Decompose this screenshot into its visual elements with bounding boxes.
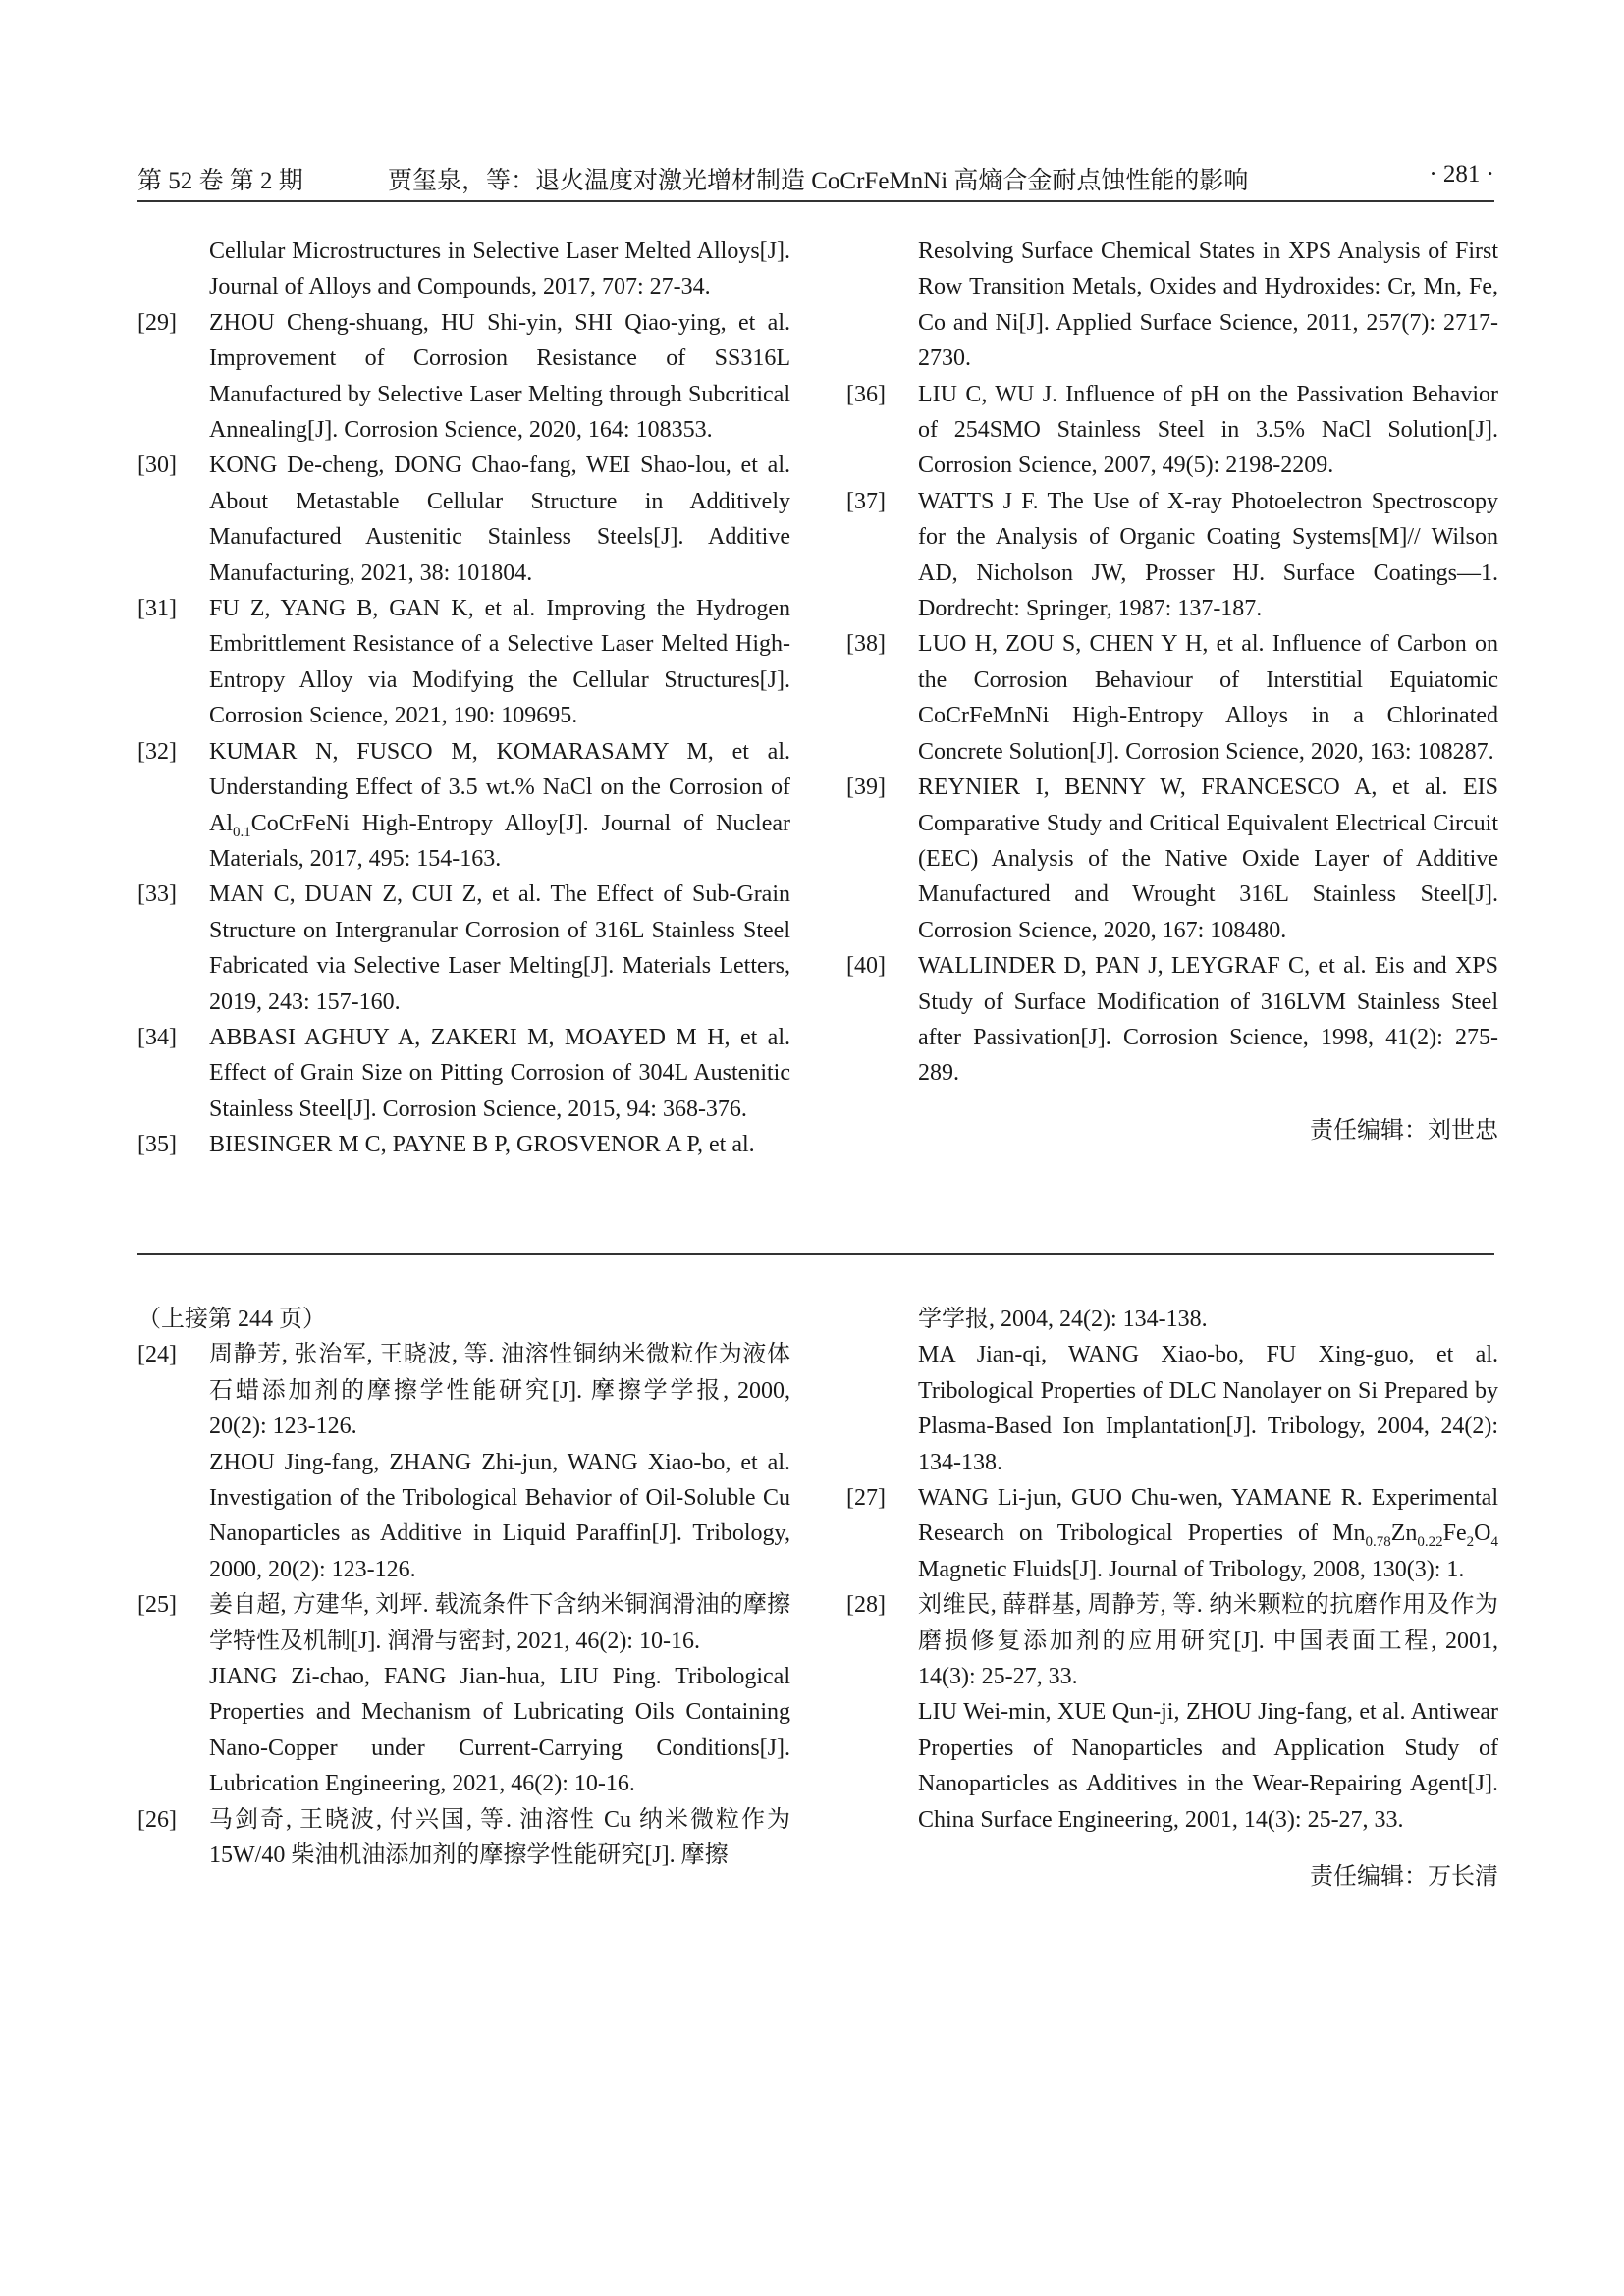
reference-number: [34] [137,1024,177,1050]
volume-issue: 第 52 卷 第 2 期 [137,168,303,194]
reference-number: [39] [846,774,886,801]
formula-part: Fe [1442,1521,1467,1547]
reference-item [846,626,1498,770]
reference-text: REYNIER I, BENNY W, FRANCESCO A, et al. EIS Comparative Study and Critical Equivalent Electrical Circuit (EEC) Analysis of the Native Oxide Layer of Additive Manufactured and Wrought 316L Stainless Steel[J]. Corrosion Science, 2020, 167: 108480. [918,774,1498,943]
bottom-left-column [137,1302,790,1874]
reference-item [137,305,790,449]
reference-item [137,591,790,734]
reference-item [846,377,1498,484]
article-title: 贾玺泉，等：退火温度对激光增材制造 CoCrFeMnNi 高熵合金耐点蚀性能的影响 [388,168,1249,194]
reference-text: LUO H, ZOU S, CHEN Y H, et al. Influence of Carbon on the Corrosion Behaviour of Interstitial Equiatomic CoCrFeMnNi High-Entropy Alloys in a Chlorinated Concrete Solution[J]. Corrosion Science, 2020, 163: 108287. [918,631,1498,765]
reference-continuation: 学学报, 2004, 24(2): 134-138. [918,1307,1208,1332]
reference-item [137,1587,790,1659]
reference-english: ZHOU Jing-fang, ZHANG Zhi-jun, WANG Xiao-bo, et al. Investigation of the Tribological Behavior of Oil-Soluble Cu Nanoparticles as Additive in Liquid Paraffin[J]. Tribology, 2000, 20(2): 123-126. [209,1449,790,1582]
reference-text: ABBASI AGHUY A, ZAKERI M, MOAYED M H, et al. Effect of Grain Size on Pitting Corrosion of 304L Austenitic Stainless Steel[J]. Corrosion Science, 2015, 94: 368-376. [209,1024,790,1122]
reference-number: [30] [137,453,177,479]
reference-item [846,770,1498,948]
reference-english: JIANG Zi-chao, FANG Jian-hua, LIU Ping. Tribological Properties and Mechanism of Lubricating Oils Containing Nano-Copper under Current-Carrying Conditions[J]. Lubrication Engineering, 2021, 46(2): 10-16. [209,1664,790,1797]
reference-item [137,1802,790,1874]
reference-item [846,1480,1498,1587]
reference-text: 姜自超, 方建华, 刘坪. 载流条件下含纳米铜润滑油的摩擦学特性及机制[J]. 润滑与密封, 2021, 46(2): 10-16. [209,1592,790,1654]
reference-item [137,877,790,1020]
reference-number: [35] [137,1132,177,1158]
reference-text: FU Z, YANG B, GAN K, et al. Improving the Hydrogen Embrittlement Resistance of a Selective Laser Melted High-Entropy Alloy via Modifying the Cellular Structures[J]. Corrosion Science, 2021, 190: 109695. [209,596,790,729]
reference-continuation: Cellular Microstructures in Selective Laser Melted Alloys[J]. Journal of Alloys and Compounds, 2017, 707: 27-34. [209,239,790,300]
reference-number: [26] [137,1806,177,1833]
reference-english: LIU Wei-min, XUE Qun-ji, ZHOU Jing-fang, et al. Antiwear Properties of Nanoparticles and Application Study of Nanoparticles as Additives in the Wear-Repairing Agent[J]. China Surface Engineering, 2001, 14(3): 25-27, 33. [918,1699,1498,1833]
reference-item [846,484,1498,627]
reference-text: KONG De-cheng, DONG Chao-fang, WEI Shao-lou, et al. About Metastable Cellular Structure in Additively Manufactured Austenitic Stainless Steels[J]. Additive Manufacturing, 2021, 38: 101804. [209,453,790,586]
reference-text: CoCrFeNi High-Entropy Alloy[J]. Journal of Nuclear Materials, 2017, 495: 154-163. [209,810,790,872]
reference-number: [32] [137,738,177,765]
subscript: 4 [1490,1534,1498,1551]
reference-item [137,1127,790,1162]
reference-text: WATTS J F. The Use of X-ray Photoelectron Spectroscopy for the Analysis of Organic Coating Systems[M]// Wilson AD, Nicholson JW, Prosser HJ. Surface Coatings—1. Dordrecht: Springer, 1987: 137-187. [918,488,1498,622]
reference-number: [25] [137,1592,177,1619]
reference-number: [33] [137,881,177,908]
reference-text: BIESINGER M C, PAYNE B P, GROSVENOR A P, et al. [209,1132,755,1158]
reference-number: [38] [846,631,886,658]
reference-continuation: Resolving Surface Chemical States in XPS Analysis of First Row Transition Metals, Oxides and Hydroxides: Cr, Mn, Fe, Co and Ni[J]. Applied Surface Science, 2011, 257(7): 2717-2730. [918,239,1498,372]
reference-text: WANG Li-jun, GUO Chu-wen, YAMANE R. Experimental Research on Tribological Properties of Mn [918,1485,1498,1547]
page-number: · 281 · [1429,161,1494,187]
reference-text: 周静芳, 张治军, 王晓波, 等. 油溶性铜纳米微粒作为液体石蜡添加剂的摩擦学性能研究[J]. 摩擦学学报, 2000, 20(2): 123-126. [209,1342,790,1440]
formula-part: Zn [1390,1521,1418,1547]
reference-item [137,734,790,878]
reference-text: WALLINDER D, PAN J, LEYGRAF C, et al. Eis and XPS Study of Surface Modification of 316LVM Stainless Steel after Passivation[J]. Corrosion Science, 1998, 41(2): 275-289. [918,953,1498,1087]
reference-item [137,1337,790,1444]
running-header [137,153,1494,198]
reference-number: [36] [846,381,886,407]
reference-text: Magnetic Fluids[J]. Journal of Tribology, 2008, 130(3): 1. [918,1556,1465,1582]
reference-number: [24] [137,1342,177,1368]
subscript: 0.78 [1365,1534,1391,1551]
reference-number: [31] [137,596,177,622]
continued-from-note: （上接第 244 页） [137,1307,326,1332]
reference-item [137,1020,790,1127]
subscript: 0.1 [233,824,251,840]
subscript: 0.22 [1417,1534,1443,1551]
reference-number: [40] [846,953,886,980]
subscript: 2 [1466,1534,1475,1551]
top-right-column [846,234,1498,1148]
reference-number: [37] [846,488,886,514]
reference-text: LIU C, WU J. Influence of pH on the Passivation Behavior of 254SMO Stainless Steel in 3.5% NaCl Solution[J]. Corrosion Science, 2007, 49(5): 2198-2209. [918,381,1498,479]
reference-number: [29] [137,309,177,336]
reference-text: KUMAR N, FUSCO M, KOMARASAMY M, et al. Understanding Effect of 3.5 wt.% NaCl on the Corrosion of Al [209,738,790,836]
responsible-editor: 责任编辑：万长清 [1310,1864,1498,1891]
reference-item [846,948,1498,1092]
reference-text: 刘维民, 薛群基, 周静芳, 等. 纳米颗粒的抗磨作用及作为磨损修复添加剂的应用研究[J]. 中国表面工程, 2001, 14(3): 25-27, 33. [918,1592,1498,1690]
reference-text: 马剑奇, 王晓波, 付兴国, 等. 油溶性 Cu 纳米微粒作为15W/40 柴油机油添加剂的摩擦学性能研究[J]. 摩擦 [209,1806,790,1869]
reference-text: ZHOU Cheng-shuang, HU Shi-yin, SHI Qiao-ying, et al. Improvement of Corrosion Resistance of SS316L Manufactured by Selective Laser Melting through Subcritical Annealing[J]. Corrosion Science, 2020, 164: 108353. [209,309,790,444]
responsible-editor: 责任编辑：刘世忠 [1310,1117,1498,1144]
reference-text: MAN C, DUAN Z, CUI Z, et al. The Effect of Sub-Grain Structure on Intergranular Corrosion of 316L Stainless Steel Fabricated via Selective Laser Melting[J]. Materials Letters, 2019, 243: 157-160. [209,881,790,1015]
reference-number: [27] [846,1485,886,1512]
reference-english: MA Jian-qi, WANG Xiao-bo, FU Xing-guo, et al. Tribological Properties of DLC Nanolayer on Si Prepared by Plasma-Based Ion Implantation[J]. Tribology, 2004, 24(2): 134-138. [918,1342,1498,1475]
section-divider [137,1253,1494,1255]
bottom-right-column [846,1302,1498,1896]
reference-number: [28] [846,1592,886,1619]
reference-item [137,448,790,591]
top-left-column [137,234,790,1163]
reference-item [846,1587,1498,1694]
header-rule [137,200,1494,202]
formula-part: O [1474,1521,1491,1547]
